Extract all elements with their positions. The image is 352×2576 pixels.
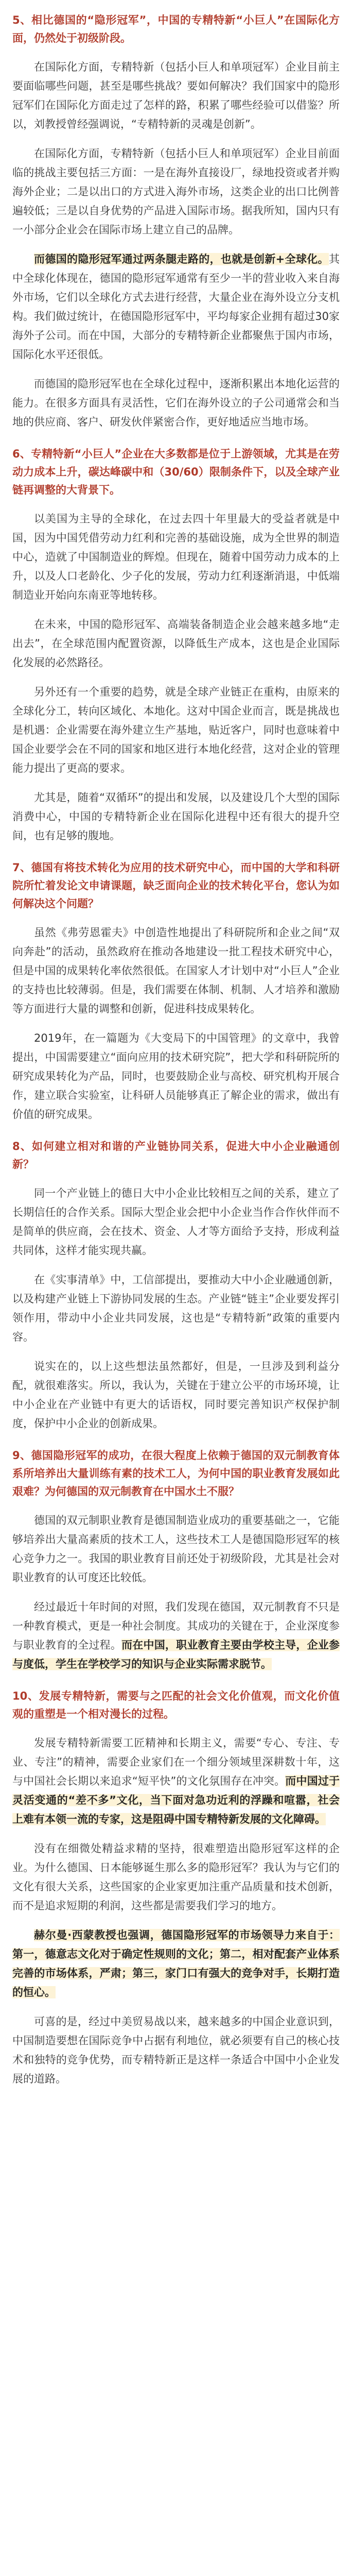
paragraph-text: 同一个产业链上的德日大中小企业比较相互之间的关系，建立了长期信任的合作关系。国际大型企业会把中小企业当作合作伙伴而不是简单的供应商，会在技术、资金、人才等方面给予支持，形成利益共同体，这样才能实现共赢。 (12, 1187, 340, 1257)
answer-paragraph (12, 788, 340, 845)
paragraph-text: 以美国为主导的全球化，在过去四十年里最大的受益者就是中国，因为中国凭借劳动力红利和完善的基础设施，成为全世界的制造中心，造就了中国制造业的辉煌。但现在，随着中国劳动力成本的上升，以及人口老龄化、少子化的发展，劳动力红利逐渐消退，中低端制造业开始向东南亚等地转移。 (12, 513, 340, 601)
paragraph-text: 经过最近十年时间的对照，我们发现在德国，双元制教育不只是一种教育模式，更是一种社会制度。其成功的关键在于，企业深度参与职业教育的全过程。 (12, 1601, 340, 1651)
answer-paragraph (12, 2012, 340, 2089)
answer-paragraph (12, 1839, 340, 1916)
answer-paragraph (12, 1734, 340, 1829)
answer-paragraph (12, 1926, 340, 2002)
answer-paragraph (12, 510, 340, 605)
question-heading: 6、专精特新“小巨人”企业在大多数都是位于上游领域，尤其是在劳动力成本上升，碳达峰碳中和（30/60）限制条件下，以及全球产业链再调整的大背景下。 (12, 448, 340, 496)
question-heading: 9、德国隐形冠军的成功，在很大程度上依赖于德国的双元制教育体系所培养出大量训练有素的技术工人，为何中国的职业教育发展如此艰难？为何德国的双元制教育在中国水土不服？ (12, 1449, 340, 1498)
answer-paragraph (12, 58, 340, 134)
answer-paragraph (12, 1511, 340, 1587)
question-heading: 7、德国有将技术转化为应用的技术研究中心，而中国的大学和科研院所忙着发论文申请课题，缺乏面向企业的技术转化平台，您认为如何解决这个问题？ (12, 861, 340, 910)
paragraph-text: 其中全球化体现在，德国的隐形冠军通常有至少一半的营业收入来自海外市场，它们以全球化方式去进行经营，大量企业在海外设立分支机构。我们做过统计，在德国隐形冠军中，平均每家企业拥有超过30家海外子公司。而在中国，大部分的专精特新企业都聚焦于国内市场，国际化水平还很低。 (12, 253, 340, 361)
answer-paragraph (12, 1270, 340, 1347)
highlighted-text: 而中国过于灵活变通的“差不多”文化，当下面对急功近利的浮躁和喧嚣，社会上难有本领一流的专家，这是阻碍中国专精特新发展的文化障碍。 (12, 1775, 340, 1825)
question-heading: 8、如何建立相对和谐的产业链协同关系，促进大中小企业融通创新？ (12, 1140, 340, 1171)
paragraph-text: 虽然《弗劳恩霍夫》中创造性地提出了科研院所和企业之间“双向奔赴”的活动，虽然政府在推动各地建设一批工程技术研究中心，但是中国的成果转化率依然很低。在国家人才计划中对“小巨人”企业的支持也比较薄弱。但是，我们需要在体制、机制、人才培养和激励等方面进行大量的调整和创新，促进科技成果转化。 (12, 926, 340, 1015)
answer-paragraph (12, 144, 340, 240)
paragraph-text: 可喜的是，经过中美贸易战以来，越来越多的中国企业意识到，中国制造要想在国际竞争中占据有利地位，就必须要有自己的核心技术和独特的竞争优势，而专精特新正是这样一条适合中国中小企业发展的道路。 (12, 2015, 340, 2085)
question-heading: 10、发展专精特新，需要与之匹配的社会文化价值观，而文化价值观的重塑是一个相对漫长的过程。 (12, 1690, 340, 1720)
answer-paragraph (12, 1184, 340, 1260)
answer-paragraph (12, 923, 340, 1019)
answer-paragraph (12, 1029, 340, 1124)
paragraph-text: 在未来，中国的隐形冠军、高端装备制造企业会越来越多地“走出去”，在全球范围内配置资源，以降低生产成本，这也是企业国际化发展的必然路径。 (12, 618, 340, 669)
paragraph-text: 德国的双元制职业教育是德国制造业成功的重要基础之一，它能够培养出大量高素质的技术工人，这些技术工人是德国隐形冠军的核心竞争力之一。我国的职业教育目前还处于初级阶段，尤其是社会对职业教育的认可度还比较低。 (12, 1514, 340, 1584)
highlighted-text: 而在中国，职业教育主要由学校主导，企业参与度低，学生在学校学习的知识与企业实际需求脱节。 (12, 1639, 340, 1670)
paragraph-text: 在《实事清单》中，工信部提出，要推动大中小企业融通创新，以及构建产业链上下游协同发展的生态。产业链“链主”企业要发挥引领作用，带动中小企业共同发展，这也是“专精特新”政策的重要内容。 (12, 1274, 340, 1343)
paragraph-text: 而德国的隐形冠军也在全球化过程中，逐渐积累出本地化运营的能力。在很多方面具有灵活性，它们在海外设立的子公司通常会和当地的供应商、客户、研发伙伴紧密合作，更好地适应当地市场。 (12, 378, 340, 428)
answer-paragraph (12, 1598, 340, 1674)
paragraph-text: 发展专精特新需要工匠精神和长期主义，需要“专心、专注、专业、专注”的精神，需要企业家们在一个细分领域里深耕数十年，这与中国社会长期以来追求“短平快”的文化氛围存在冲突。 (12, 1737, 340, 1787)
paragraph-text: 尤其是，随着“双循环”的提出和发展，以及建设几个大型的国际消费中心，中国的专精特新企业在国际化进程中还有很大的提升空间，也有足够的腹地。 (12, 791, 340, 842)
paragraph-text: 没有在细微处精益求精的坚持，很难塑造出隐形冠军这样的企业。为什么德国、日本能够诞生那么多的隐形冠军？我认为与它们的文化有很大关系，这些国家的企业家更加注重产品质量和技术创新，而不是追求短期的利润，这些都是需要我们学习的地方。 (12, 1842, 340, 1912)
answer-paragraph (12, 250, 340, 364)
paragraph-text: 另外还有一个重要的趋势，就是全球产业链正在重构，由原来的全球化分工，转向区域化、本地化。这对中国企业而言，既是挑战也是机遇：企业需要在海外建立生产基地，贴近客户，同时也意味着中国企业要学会在不同的国家和地区进行本地化经营，这对企业的管理能力提出了更高的要求。 (12, 686, 340, 774)
question-heading: 5、相比德国的“隐形冠军”，中国的专精特新“小巨人”在国际化方面，仍然处于初级阶段。 (12, 14, 340, 44)
paragraph-text: 2019年，在一篇题为《大变局下的中国管理》的文章中，我曾提出，中国需要建立“面向应用的技术研究院”，把大学和科研院所的研究成果转化为产品，同时，也要鼓励企业与高校、研究机构开展合作，建立联合实验室，让科研人员能够真正了解企业的需求，做出有价值的研究成果。 (12, 1032, 340, 1121)
highlighted-text: 赫尔曼·西蒙教授也强调，德国隐形冠军的市场领导力来自于：第一，德意志文化对于确定性规则的文化；第二，相对配套产业体系完善的市场体系，严肃；第三，家门口有强大的竞争对手，长期打造的恒心。 (12, 1929, 340, 1998)
answer-paragraph (12, 683, 340, 778)
paragraph-text: 在国际化方面，专精特新（包括小巨人和单项冠军）企业目前面临的挑战主要包括三方面：一是在海外直接设厂，绿地投资或者并购海外企业；二是以出口的方式进入海外市场，这类企业的出口比例普遍较低；三是以自身优势的产品进入国际市场。据我所知，国内只有一小部分企业会在国际市场上建立自己的品牌。 (12, 147, 340, 236)
answer-paragraph (12, 615, 340, 672)
highlighted-text: 而德国的隐形冠军通过两条腿走路的，也就是创新+全球化。 (34, 253, 329, 265)
paragraph-text: 在国际化方面，专精特新（包括小巨人和单项冠军）企业目前主要面临哪些问题，甚至是哪些挑战？要如何解决？我们国家中的隐形冠军们在国际化方面走过了怎样的路，积累了哪些经验可以借鉴？所以，刘教授曾经强调说， (12, 61, 340, 130)
paragraph-text: “专精特新的灵魂是创新”。 (131, 118, 261, 130)
answer-paragraph (12, 375, 340, 432)
answer-paragraph (12, 1357, 340, 1433)
paragraph-text: 说实在的，以上这些想法虽然都好，但是，一旦涉及到利益分配，就很难落实。所以，我认为，关键在于建立公平的市场环境，让中小企业在产业链中有更大的话语权，同时要完善知识产权保护制度，保护中小企业的创新成果。 (12, 1360, 340, 1430)
